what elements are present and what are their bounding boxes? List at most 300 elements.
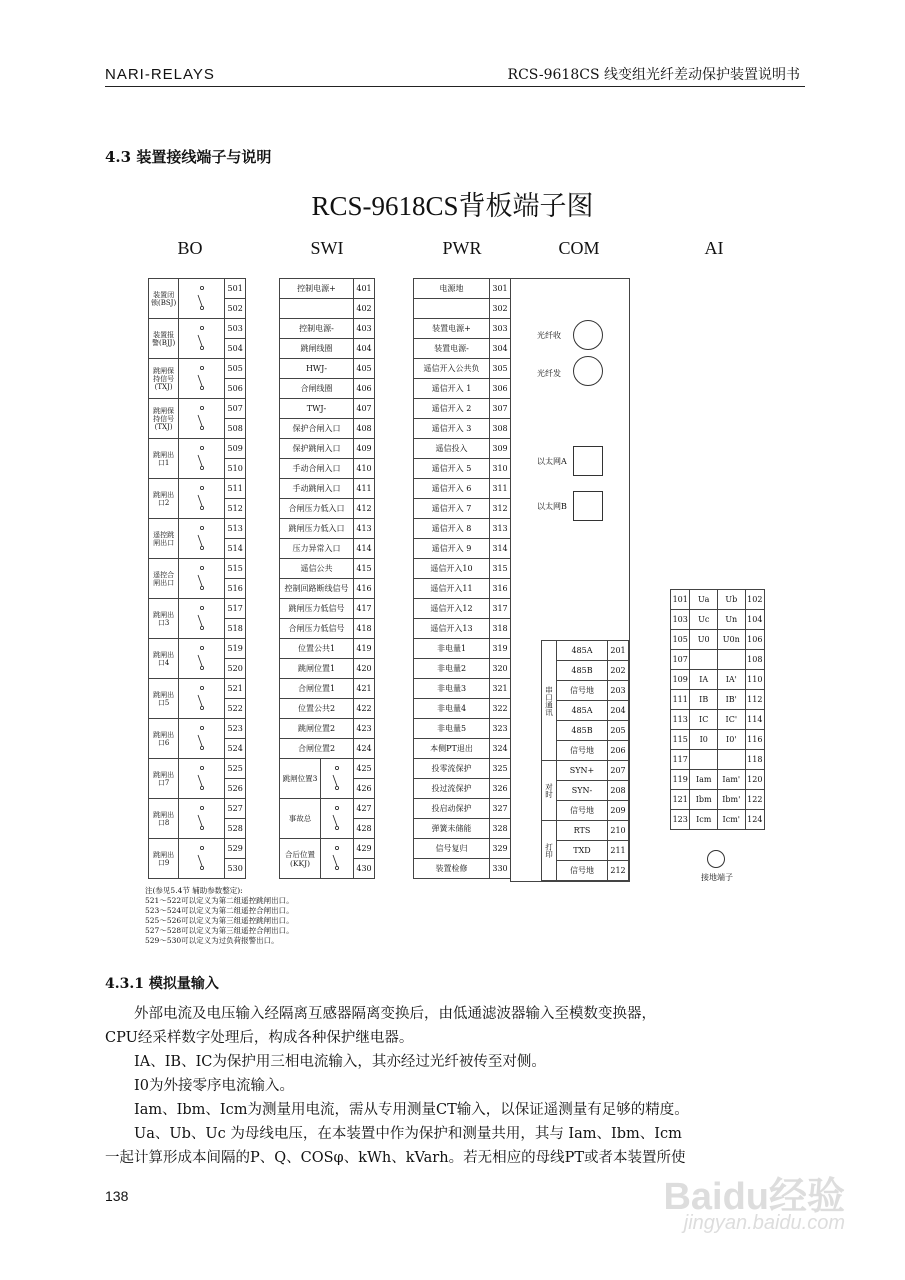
ai-signal-label: IA'	[717, 670, 745, 690]
pwr-label: 非电量3	[414, 679, 490, 699]
pwr-label: 遥信开入 9	[414, 539, 490, 559]
swi-row	[280, 539, 375, 559]
ai-terminal-number: 115	[671, 730, 690, 750]
eth-b-label: 以太网B	[537, 502, 567, 511]
bo-group-label: 跳闸出口4	[149, 639, 179, 679]
bo-terminal-number: 527	[225, 799, 246, 819]
pwr-terminal-number: 330	[490, 859, 511, 879]
ai-signal-label: I0	[690, 730, 718, 750]
swi-contact	[321, 839, 354, 879]
pwr-row	[414, 759, 511, 779]
bo-terminal-number: 506	[225, 379, 246, 399]
bo-contact	[179, 319, 225, 359]
ai-terminal-number: 110	[745, 670, 764, 690]
swi-label: 跳闸线圈	[280, 339, 354, 359]
bo-row	[149, 759, 246, 779]
pwr-terminal-number: 319	[490, 639, 511, 659]
pwr-label: 投启动保护	[414, 799, 490, 819]
swi-terminal-number: 423	[354, 719, 375, 739]
ai-signal-label: Ibm'	[717, 790, 745, 810]
pwr-label: 非电量2	[414, 659, 490, 679]
ai-terminal-number: 118	[745, 750, 764, 770]
com-row	[542, 641, 629, 661]
paragraph-line: Iam、Ibm、Icm为测量用电流，需从专用测量CT输入，以保证遥测量有足够的精度。	[134, 1102, 689, 1118]
bo-contact	[179, 359, 225, 399]
ai-signal-label	[717, 650, 745, 670]
com-terminal-number: 206	[608, 741, 629, 761]
bo-row	[149, 279, 246, 299]
ai-row	[671, 790, 765, 810]
bo-terminal-number: 509	[225, 439, 246, 459]
ai-signal-label	[690, 750, 718, 770]
pwr-terminal-number: 315	[490, 559, 511, 579]
bo-terminal-number: 530	[225, 859, 246, 879]
page-number: 138	[105, 1188, 129, 1204]
ai-terminal-number: 122	[745, 790, 764, 810]
swi-terminal-number: 408	[354, 419, 375, 439]
swi-terminal-number: 404	[354, 339, 375, 359]
bo-row	[149, 639, 246, 659]
pwr-label: 遥信开入 8	[414, 519, 490, 539]
bo-terminal-number: 526	[225, 779, 246, 799]
relay-contact-icon	[196, 363, 208, 393]
diagram-title: RCS-9618CS背板端子图	[311, 191, 594, 221]
pwr-label: 遥信开入13	[414, 619, 490, 639]
swi-label: 保护跳闸入口	[280, 439, 354, 459]
bo-contact	[179, 599, 225, 639]
bo-row	[149, 559, 246, 579]
ai-signal-label: Ua	[690, 590, 718, 610]
bo-row	[149, 319, 246, 339]
pwr-row	[414, 599, 511, 619]
relay-contact-icon	[196, 803, 208, 833]
bo-terminal-number: 501	[225, 279, 246, 299]
com-print-label: 打印	[542, 821, 557, 881]
watermark-url: jingyan.baidu.com	[683, 1212, 845, 1234]
pwr-terminal-number: 308	[490, 419, 511, 439]
ai-terminal-number: 121	[671, 790, 690, 810]
ai-terminal-number: 119	[671, 770, 690, 790]
section-title: 4.3 装置接线端子与说明	[105, 148, 272, 166]
swi-label: 跳闸位置1	[280, 659, 354, 679]
column-head-com: COM	[558, 238, 600, 258]
relay-contact-icon	[196, 683, 208, 713]
bo-group-label: 跳闸出口6	[149, 719, 179, 759]
com-terminal-number: 208	[608, 781, 629, 801]
paragraph-line: CPU经采样数字处理后，构成各种保护继电器。	[105, 1030, 414, 1046]
bo-group-label: 遥控跳闸出口	[149, 519, 179, 559]
bo-terminal-number: 520	[225, 659, 246, 679]
pwr-label: 装置电源-	[414, 339, 490, 359]
pwr-label: 遥信开入11	[414, 579, 490, 599]
swi-row	[280, 479, 375, 499]
swi-terminal-number: 402	[354, 299, 375, 319]
bo-contact	[179, 679, 225, 719]
relay-contact-icon	[196, 763, 208, 793]
bo-terminal-number: 510	[225, 459, 246, 479]
pwr-row	[414, 559, 511, 579]
com-label: SYN-	[557, 781, 608, 801]
bo-contact	[179, 559, 225, 599]
swi-label: 保护合闸入口	[280, 419, 354, 439]
swi-terminal-number: 424	[354, 739, 375, 759]
relay-contact-icon	[196, 563, 208, 593]
swi-row	[280, 299, 375, 319]
swi-label: HWJ-	[280, 359, 354, 379]
ai-signal-label: Icm	[690, 810, 718, 830]
bo-row	[149, 599, 246, 619]
pwr-row	[414, 399, 511, 419]
header-right: RCS-9618CS 线变组光纤差动保护装置说明书	[507, 67, 800, 83]
com-sync-label: 对时	[542, 761, 557, 821]
swi-row	[280, 559, 375, 579]
bo-row	[149, 839, 246, 859]
pwr-row	[414, 459, 511, 479]
ground-terminal	[701, 850, 733, 883]
bo-group-label: 跳闸保持信号(TXJ)	[149, 399, 179, 439]
com-terminal-number: 203	[608, 681, 629, 701]
ai-row	[671, 810, 765, 830]
ai-signal-label	[717, 750, 745, 770]
relay-contact-icon	[331, 803, 343, 833]
notes-title: 注(参见5.4节 辅助参数整定):	[145, 886, 243, 895]
bo-group-label: 装置闭锁(BSJ)	[149, 279, 179, 319]
pwr-label: 电源地	[414, 279, 490, 299]
ai-row	[671, 630, 765, 650]
pwr-terminal-number: 305	[490, 359, 511, 379]
ai-signal-label: Iam	[690, 770, 718, 790]
bo-contact	[179, 799, 225, 839]
pwr-label: 投零流保护	[414, 759, 490, 779]
swi-row	[280, 579, 375, 599]
swi-terminal-number: 411	[354, 479, 375, 499]
pwr-label	[414, 299, 490, 319]
pwr-terminal-number: 329	[490, 839, 511, 859]
bo-terminal-number: 513	[225, 519, 246, 539]
ai-row	[671, 670, 765, 690]
com-label: RTS	[557, 821, 608, 841]
com-terminal-number: 211	[608, 841, 629, 861]
bo-terminal-number: 511	[225, 479, 246, 499]
swi-label: 合闸压力低入口	[280, 499, 354, 519]
header-left: NARI-RELAYS	[105, 66, 215, 83]
swi-terminal-number: 416	[354, 579, 375, 599]
pwr-terminal-number: 306	[490, 379, 511, 399]
pwr-row	[414, 359, 511, 379]
pwr-label: 遥信开入10	[414, 559, 490, 579]
pwr-row	[414, 519, 511, 539]
bo-terminal-number: 508	[225, 419, 246, 439]
com-row	[542, 821, 629, 841]
pwr-row	[414, 339, 511, 359]
pwr-row	[414, 639, 511, 659]
swi-terminal-number: 422	[354, 699, 375, 719]
pwr-label: 投过流保护	[414, 779, 490, 799]
bo-terminal-number: 525	[225, 759, 246, 779]
ai-terminal-number: 104	[745, 610, 764, 630]
bo-terminal-number: 516	[225, 579, 246, 599]
swi-terminal-number: 412	[354, 499, 375, 519]
pwr-label: 非电量5	[414, 719, 490, 739]
pwr-row	[414, 659, 511, 679]
ai-signal-label: IC	[690, 710, 718, 730]
ai-terminal-number: 113	[671, 710, 690, 730]
pwr-label: 本侧PT退出	[414, 739, 490, 759]
pwr-terminal-number: 322	[490, 699, 511, 719]
bo-group-label: 跳闸出口7	[149, 759, 179, 799]
swi-label: TWJ-	[280, 399, 354, 419]
bo-contact	[179, 839, 225, 879]
bo-row	[149, 679, 246, 699]
pwr-label: 装置电源+	[414, 319, 490, 339]
com-terminal-table	[541, 640, 629, 881]
ai-row	[671, 710, 765, 730]
pwr-terminal-number: 325	[490, 759, 511, 779]
relay-contact-icon	[196, 603, 208, 633]
ai-signal-label: Ub	[717, 590, 745, 610]
ai-signal-label: IC'	[717, 710, 745, 730]
swi-group-row	[280, 839, 375, 859]
pwr-label: 遥信投入	[414, 439, 490, 459]
swi-row	[280, 499, 375, 519]
swi-terminal-number: 407	[354, 399, 375, 419]
swi-label: 控制电源-	[280, 319, 354, 339]
note-line: 525～526可以定义为第三组遥控跳闸出口。	[145, 916, 294, 925]
ai-terminal-number: 124	[745, 810, 764, 830]
com-terminal-number: 202	[608, 661, 629, 681]
bo-group-label: 跳闸出口2	[149, 479, 179, 519]
bo-row	[149, 399, 246, 419]
pwr-label: 遥信开入 5	[414, 459, 490, 479]
pwr-label: 遥信开入 2	[414, 399, 490, 419]
ai-terminal-number: 120	[745, 770, 764, 790]
pwr-label: 非电量4	[414, 699, 490, 719]
swi-label: 位置公共2	[280, 699, 354, 719]
bo-group-label: 遥控合闸出口	[149, 559, 179, 599]
ai-signal-label	[690, 650, 718, 670]
paragraph-line: 外部电流及电压输入经隔离互感器隔离变换后，由低通滤波器输入至模数变换器，	[134, 1006, 656, 1022]
bo-contact	[179, 639, 225, 679]
relay-contact-icon	[196, 283, 208, 313]
pwr-label: 装置检修	[414, 859, 490, 879]
swi-row	[280, 679, 375, 699]
com-terminal-number: 205	[608, 721, 629, 741]
pwr-terminal-number: 328	[490, 819, 511, 839]
pwr-label: 遥信开入 3	[414, 419, 490, 439]
bo-terminal-number: 512	[225, 499, 246, 519]
pwr-row	[414, 779, 511, 799]
bo-contact	[179, 279, 225, 319]
bo-group-label: 跳闸出口5	[149, 679, 179, 719]
ai-terminal-number: 105	[671, 630, 690, 650]
ai-signal-label: U0	[690, 630, 718, 650]
pwr-row	[414, 799, 511, 819]
ai-row	[671, 650, 765, 670]
swi-row	[280, 399, 375, 419]
pwr-terminal-number: 301	[490, 279, 511, 299]
ai-terminal-number: 109	[671, 670, 690, 690]
swi-label: 跳闸压力低信号	[280, 599, 354, 619]
swi-label: 合闸位置2	[280, 739, 354, 759]
bo-terminal-number: 505	[225, 359, 246, 379]
pwr-terminal-table	[413, 278, 511, 879]
ground-circle-icon	[707, 850, 725, 868]
bo-row	[149, 799, 246, 819]
pwr-terminal-number: 320	[490, 659, 511, 679]
pwr-terminal-number: 312	[490, 499, 511, 519]
bo-contact	[179, 519, 225, 559]
swi-terminal-number: 417	[354, 599, 375, 619]
swi-terminal-number: 406	[354, 379, 375, 399]
pwr-terminal-number: 327	[490, 799, 511, 819]
pwr-label: 遥信开入 6	[414, 479, 490, 499]
bo-group-label: 跳闸出口9	[149, 839, 179, 879]
bo-contact	[179, 399, 225, 439]
com-terminal-number: 201	[608, 641, 629, 661]
ai-signal-label: Iam'	[717, 770, 745, 790]
relay-contact-icon	[196, 643, 208, 673]
swi-contact	[321, 799, 354, 839]
swi-row	[280, 599, 375, 619]
column-head-ai: AI	[704, 238, 724, 258]
ground-label: 接地端子	[701, 873, 733, 882]
swi-terminal-number: 425	[354, 759, 375, 779]
swi-group-row	[280, 759, 375, 779]
ai-terminal-number: 123	[671, 810, 690, 830]
swi-row	[280, 639, 375, 659]
swi-terminal-number: 401	[354, 279, 375, 299]
com-label: SYN+	[557, 761, 608, 781]
com-terminal-number: 210	[608, 821, 629, 841]
eth-a-port	[573, 446, 603, 476]
ai-signal-label: I0'	[717, 730, 745, 750]
swi-row	[280, 619, 375, 639]
swi-label: 压力异常入口	[280, 539, 354, 559]
swi-label: 遥信公共	[280, 559, 354, 579]
bo-terminal-number: 519	[225, 639, 246, 659]
note-line: 521～522可以定义为第二组遥控跳闸出口。	[145, 896, 294, 905]
com-terminal-number: 209	[608, 801, 629, 821]
swi-row	[280, 279, 375, 299]
fiber-rx-label: 光纤收	[537, 331, 561, 340]
pwr-terminal-number: 302	[490, 299, 511, 319]
pwr-row	[414, 699, 511, 719]
pwr-row	[414, 739, 511, 759]
ai-signal-label: U0n	[717, 630, 745, 650]
column-head-pwr: PWR	[442, 238, 482, 258]
bo-contact	[179, 759, 225, 799]
pwr-terminal-number: 313	[490, 519, 511, 539]
swi-terminal-number: 430	[354, 859, 375, 879]
pwr-label: 遥信开入 1	[414, 379, 490, 399]
pwr-terminal-number: 318	[490, 619, 511, 639]
pwr-terminal-number: 303	[490, 319, 511, 339]
swi-terminal-number: 419	[354, 639, 375, 659]
pwr-terminal-number: 311	[490, 479, 511, 499]
bo-terminal-number: 521	[225, 679, 246, 699]
pwr-label: 信号复归	[414, 839, 490, 859]
ai-row	[671, 610, 765, 630]
bo-contact	[179, 719, 225, 759]
pwr-terminal-number: 317	[490, 599, 511, 619]
swi-group-label: 事故总	[280, 799, 321, 839]
pwr-row	[414, 579, 511, 599]
swi-row	[280, 439, 375, 459]
pwr-row	[414, 439, 511, 459]
pwr-label: 非电量1	[414, 639, 490, 659]
relay-contact-icon	[196, 483, 208, 513]
pwr-row	[414, 279, 511, 299]
swi-terminal-number: 421	[354, 679, 375, 699]
ai-signal-label: IA	[690, 670, 718, 690]
swi-row	[280, 359, 375, 379]
swi-terminal-number: 403	[354, 319, 375, 339]
swi-label: 控制电源+	[280, 279, 354, 299]
bo-group-label: 跳闸出口3	[149, 599, 179, 639]
ai-signal-label: Uc	[690, 610, 718, 630]
relay-contact-icon	[196, 523, 208, 553]
ai-signal-label: Ibm	[690, 790, 718, 810]
pwr-terminal-number: 321	[490, 679, 511, 699]
swi-row	[280, 339, 375, 359]
swi-contact	[321, 759, 354, 799]
pwr-terminal-number: 324	[490, 739, 511, 759]
pwr-row	[414, 499, 511, 519]
note-line: 529～530可以定义为过负荷报警出口。	[145, 936, 279, 945]
ai-signal-label: IB	[690, 690, 718, 710]
swi-terminal-number: 426	[354, 779, 375, 799]
bo-group-label: 跳闸保持信号(TXJ)	[149, 359, 179, 399]
ai-terminal-number: 111	[671, 690, 690, 710]
header-divider	[105, 86, 805, 87]
paragraph-line: I0为外接零序电流输入。	[134, 1078, 294, 1094]
bo-row	[149, 719, 246, 739]
swi-row	[280, 719, 375, 739]
swi-label: 跳闸压力低入口	[280, 519, 354, 539]
note-line: 527～528可以定义为第三组遥控合闸出口。	[145, 926, 294, 935]
pwr-terminal-number: 307	[490, 399, 511, 419]
swi-terminal-number: 405	[354, 359, 375, 379]
pwr-label: 遥信开入公共负	[414, 359, 490, 379]
ai-terminal-number: 112	[745, 690, 764, 710]
bo-terminal-number: 515	[225, 559, 246, 579]
pwr-row	[414, 619, 511, 639]
pwr-label: 弹簧未储能	[414, 819, 490, 839]
pwr-row	[414, 719, 511, 739]
com-terminal-number: 204	[608, 701, 629, 721]
swi-label: 合闸位置1	[280, 679, 354, 699]
bo-terminal-table	[148, 278, 246, 879]
pwr-row	[414, 479, 511, 499]
bo-contact	[179, 479, 225, 519]
swi-terminal-number: 409	[354, 439, 375, 459]
pwr-label: 遥信开入 7	[414, 499, 490, 519]
com-terminal-number: 212	[608, 861, 629, 881]
swi-label: 手动跳闸入口	[280, 479, 354, 499]
com-terminal-number: 207	[608, 761, 629, 781]
bo-group-label: 装置报警(BJJ)	[149, 319, 179, 359]
bo-terminal-number: 502	[225, 299, 246, 319]
swi-label: 控制回路断线信号	[280, 579, 354, 599]
com-label: 信号地	[557, 801, 608, 821]
swi-terminal-number: 420	[354, 659, 375, 679]
swi-row	[280, 739, 375, 759]
com-serial-label: 串口通讯	[542, 641, 557, 761]
relay-contact-icon	[196, 723, 208, 753]
bo-contact	[179, 439, 225, 479]
ai-row	[671, 750, 765, 770]
pwr-terminal-number: 304	[490, 339, 511, 359]
